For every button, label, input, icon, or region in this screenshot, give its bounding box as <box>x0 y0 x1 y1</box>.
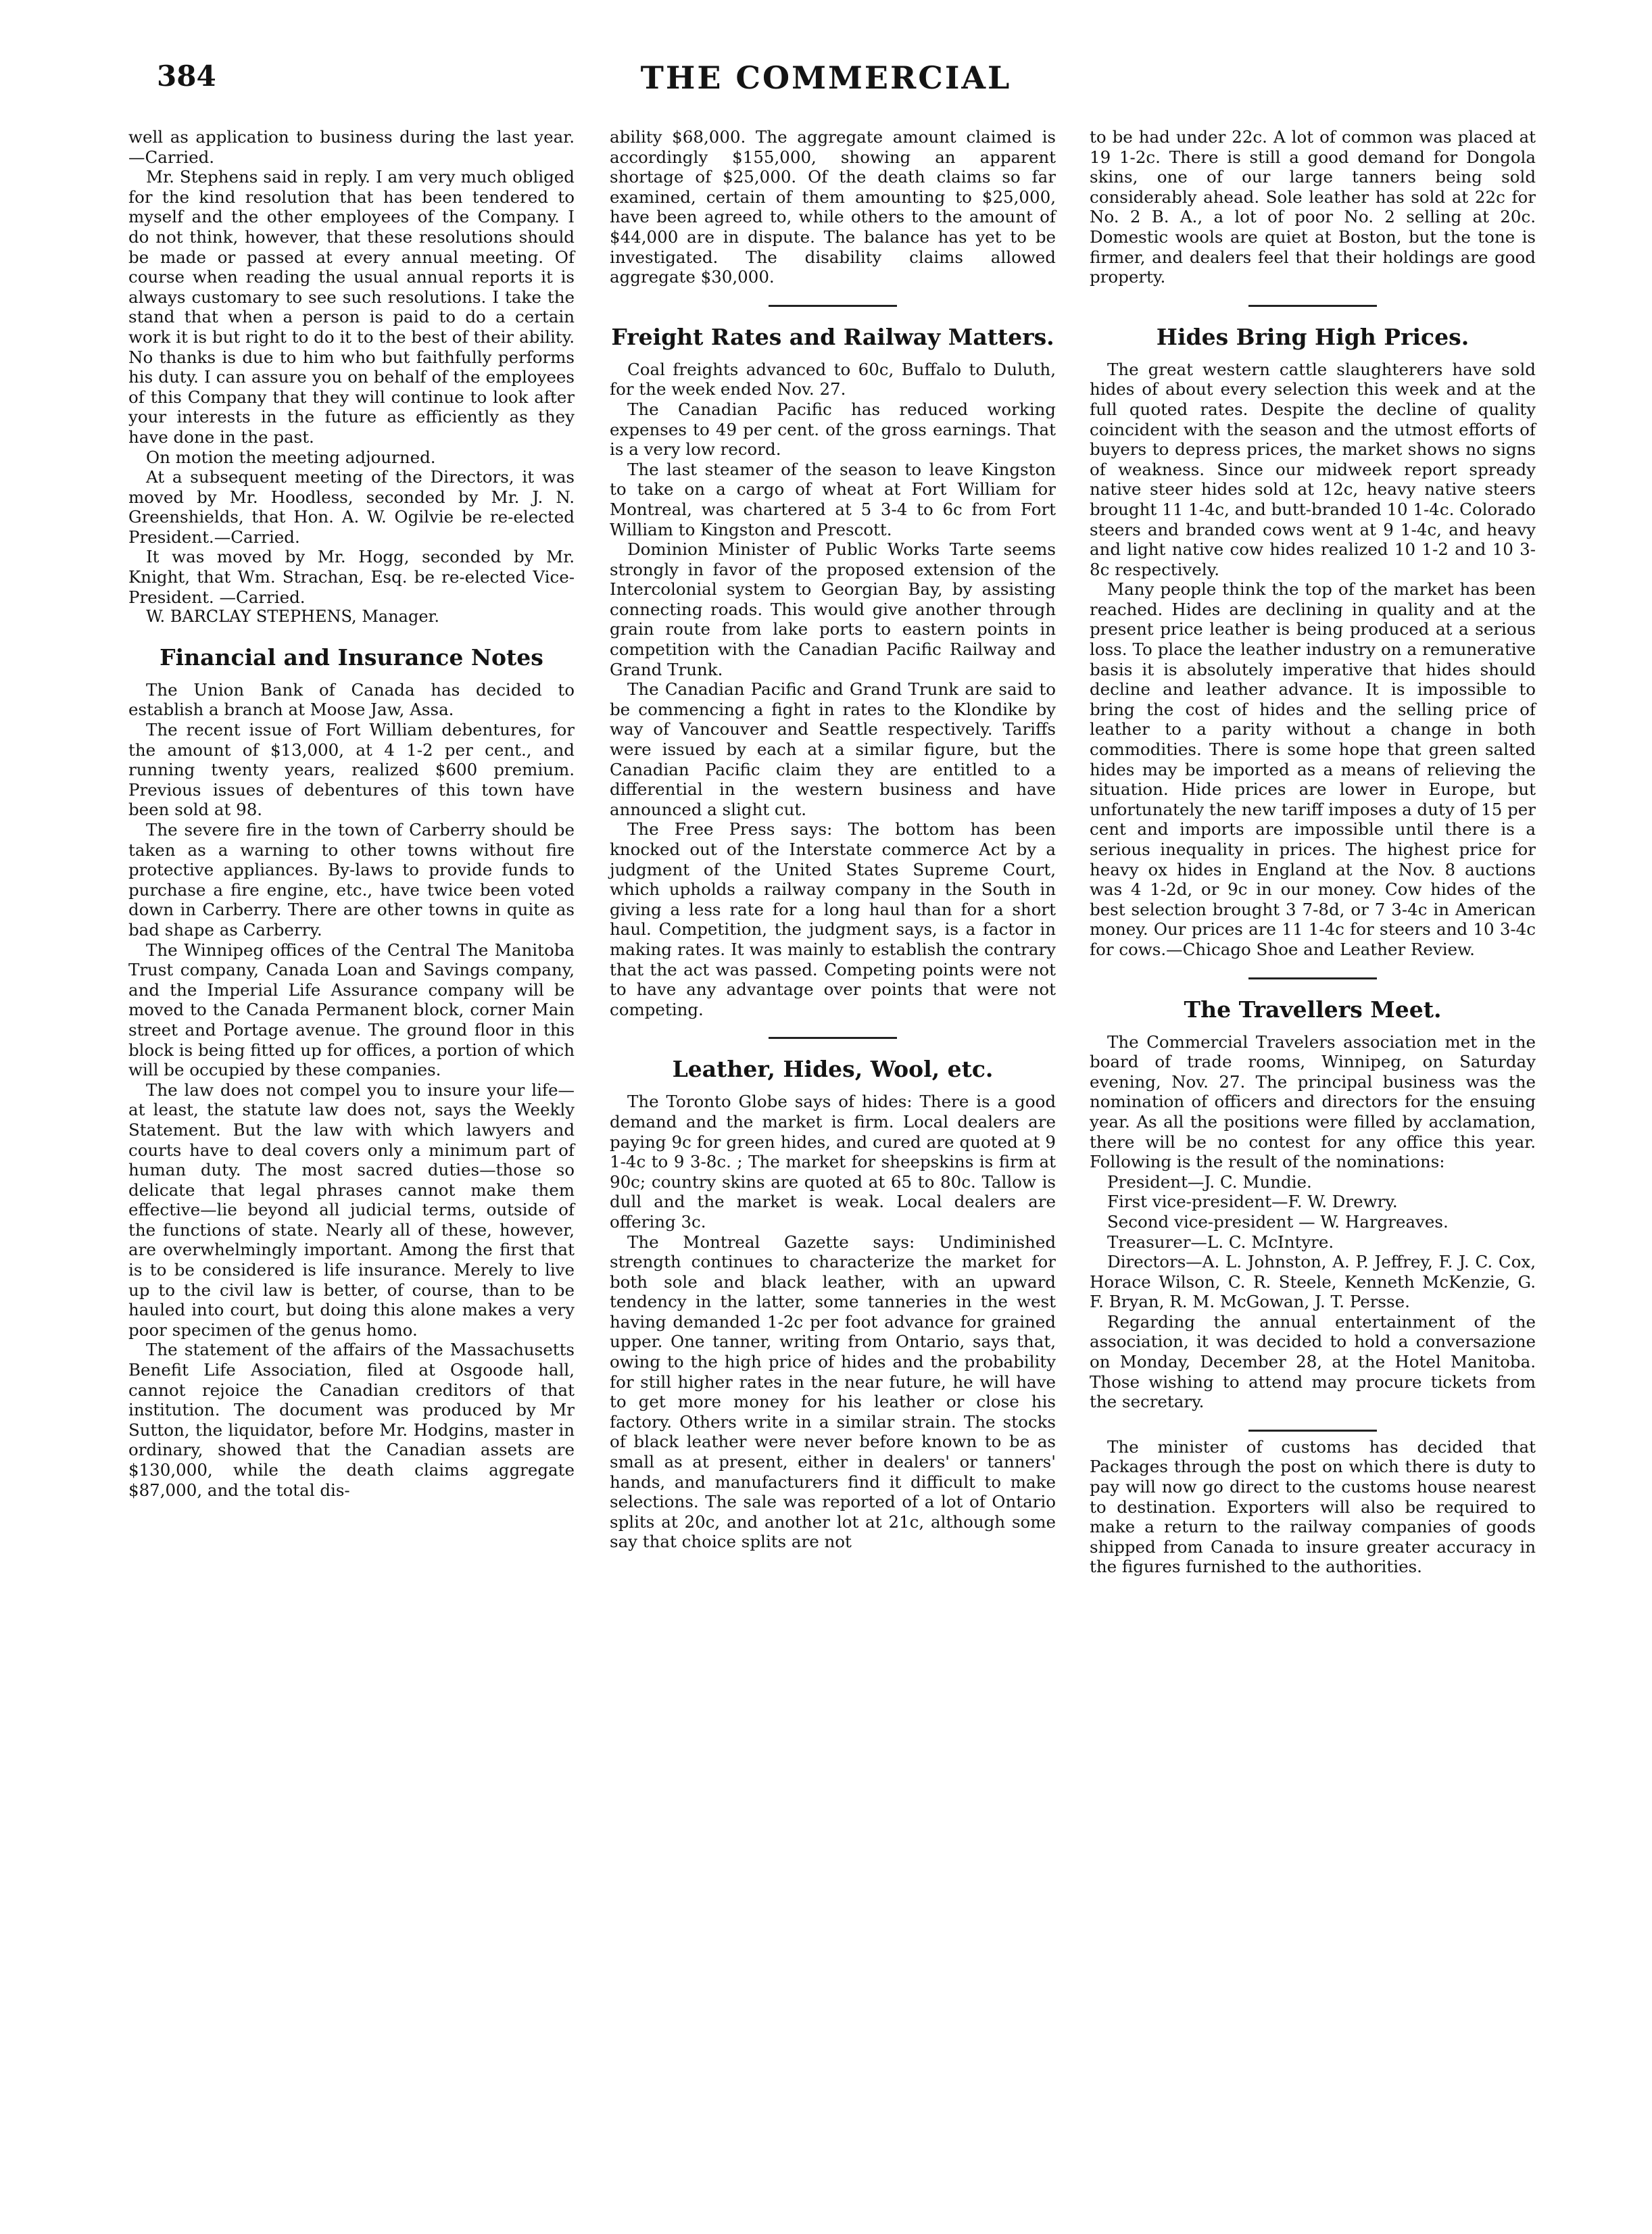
nomination-line: First vice-president—F. W. Drewry. <box>1107 1192 1398 1212</box>
paragraph: The minister of customs has decided that Packages through the post on which there is duty to pay will now go direct to the customs house nearest to destination. Exporters will also be required to make a return to the railway companies of goods shipped from Canada to insure greater accuracy in the figures furnished to the authorities. <box>1090 1436 1536 1577</box>
paragraph: The law does not compel you to insure your life—at least, the statute law does not, says the Weekly Statement. But the law with which lawyers and courts have to deal covers only a minimum part of human duty. The most sacred duties—those so delicate that legal phrases cannot make them effective—lie beyond all judicial terms, outside of the functions of state. Nearly all of these, however, are overwhelmingly important. Among the first that is to be considered is life insurance. Merely to live up to the civil law is better, of course, than to be hauled into court, but doing this alone makes a very poor specimen of the genus homo. <box>128 1079 575 1340</box>
divider <box>769 305 897 307</box>
paragraph: The recent issue of Fort William debentures, for the amount of $13,000, at 4 1-2 per cent., and running twenty years, realized $600 premium. Previous issues of debentures of this town have been sold at 98. <box>128 720 575 820</box>
paragraph: The Winnipeg offices of the Central The Manitoba Trust company, Canada Loan and Savings company, and the Imperial Life Assurance company will be moved to the Canada Permanent block, corner Main street and Portage avenue. The ground floor in this block is being fitted up for offices, a portion of which will be occupied by these companies. <box>128 940 575 1080</box>
paragraph: Mr. Stephens said in reply. I am very much obliged for the kind resolution that has been tendered to myself and the other employees of the Company. I do not think, however, that these resolutions should be made or passed at every annual meeting. Of course when reading the usual annual reports it is always customary to see such resolutions. I take the stand that when a person is paid to do a certain work it is but right to do it to the best of their ability. No thanks is due to him who but faithfully performs his duty. I can assure you on behalf of the employees of this Company that they will continue to look after your interests in the future as efficiently as they have done in the past. <box>128 167 575 447</box>
divider <box>1248 977 1377 979</box>
heading-freight-rates: Freight Rates and Railway Matters. <box>611 323 1054 350</box>
heading-financial-insurance-notes: Financial and Insurance Notes <box>160 644 543 671</box>
paragraph: Coal freights advanced to 60c, Buffalo to Duluth, for the week ended Nov. 27. <box>610 359 1056 399</box>
paragraph: The last steamer of the season to leave Kingston to take on a cargo of wheat at Fort William for Montreal, was chartered at 5 3-4 to 6c from Fort William to Kingston and Prescott. <box>610 459 1056 539</box>
paragraph: to be had under 22c. A lot of common was placed at 19 1-2c. There is still a good demand for Dongola skins, one of our large tanners being sold considerably ahead. Sole leather has sold at 22c for No. 2 B. A., a lot of poor No. 2 selling at 20c. Domestic wools are quiet at Boston, but the tone is firmer, and dealers feel that their holdings are good property. <box>1090 127 1536 287</box>
column-middle <box>610 127 1056 1552</box>
paragraph: well as application to business during the last year.—Carried. <box>128 127 575 167</box>
heading-travellers-meet: The Travellers Meet. <box>1184 996 1442 1023</box>
column-left <box>128 127 575 1500</box>
nomination-line: Treasurer—L. C. McIntyre. <box>1107 1232 1334 1252</box>
nomination-line: President—J. C. Mundie. <box>1107 1171 1312 1192</box>
paragraph: On motion the meeting adjourned. <box>146 447 436 467</box>
paragraph: Dominion Minister of Public Works Tarte seems strongly in favor of the proposed extension of the Intercolonial system to Georgian Bay, by assisting connecting roads. This would give another through grain route from lake ports to eastern points in competition with the Canadian Pacific Railway and Grand Trunk. <box>610 539 1056 679</box>
paragraph: At a subsequent meeting of the Directors, it was moved by Mr. Hoodless, seconded by Mr. J. N. Greenshields, that Hon. A. W. Ogilvie be re-elected President.—Carried. <box>128 467 575 547</box>
paragraph: The Union Bank of Canada has decided to establish a branch at Moose Jaw, Assa. <box>128 679 575 720</box>
paragraph: The Canadian Pacific has reduced working expenses to 49 per cent. of the gross earnings. That is a very low record. <box>610 399 1056 460</box>
paragraph: The statement of the affairs of the Massachusetts Benefit Life Association, filed at Osgoode hall, cannot rejoice the Canadian creditors of that institution. The document was produced by Mr Sutton, the liquidator, before Mr. Hodgins, master in ordinary, showed that the Canadian assets are $130,000, while the death claims aggregate $87,000, and the total dis- <box>128 1340 575 1500</box>
paragraph: The Commercial Travelers association met in the board of trade rooms, Winnipeg, on Saturday evening, Nov. 27. The principal business was the nomination of officers and directors for the ensuing year. As all the positions were filled by acclamation, there will be no contest for any office this year. Following is the result of the nominations: <box>1090 1031 1536 1172</box>
divider <box>1248 1430 1377 1432</box>
heading-leather-hides-wool: Leather, Hides, Wool, etc. <box>672 1056 994 1083</box>
nomination-line: Second vice-president — W. Hargreaves. <box>1107 1211 1449 1232</box>
paragraph: The Canadian Pacific and Grand Trunk are said to be commencing a fight in rates to the Klondike by way of Vancouver and Seattle respectively. Tariffs were issued by each at a similar figure, but the Canadian Pacific claim they are entitled to a differential in the western business and have announced a slight cut. <box>610 679 1056 819</box>
nomination-line: Directors—A. L. Johnston, A. P. Jeffrey, F. J. C. Cox, Horace Wilson, C. R. Steele, Kenneth McKenzie, G. F. Bryan, R. M. McGowan, J. T. Persse. <box>1090 1252 1536 1312</box>
page-number: 384 <box>157 59 216 93</box>
paragraph: The Montreal Gazette says: Undiminished strength continues to characterize the market for both sole and black leather, with an upward tendency in the latter, some tanneries in the west having demanded 1-2c per foot advance for grained upper. One tanner, writing from Ontario, says that, owing to the high price of hides and the probability for still higher rates in the near future, he will have to get more money for his leather or close his factory. Others write in a similar strain. The stocks of black leather were never before known to be as small as at present, either in dealers' or tanners' hands, and manufacturers find it difficult to make selections. The sale was reported of a lot of Ontario splits at 20c, and another lot at 21c, although some say that choice splits are not <box>610 1232 1056 1552</box>
page-header <box>0 59 1652 107</box>
paragraph: Regarding the annual entertainment of the association, it was decided to hold a conversazione on Monday, December 28, at the Hotel Manitoba. Those wishing to attend may procure tickets from the secretary. <box>1090 1311 1536 1412</box>
signature: W. BARCLAY STEPHENS, Manager. <box>146 607 439 627</box>
masthead: THE COMMERCIAL <box>640 59 1012 96</box>
paragraph: Many people think the top of the market has been reached. Hides are declining in quality and at the present price leather is being produced at a serious loss. To place the leather industry on a remunerative basis it is absolutely imperative that hides should decline and leather advance. It is impossible to bring the cost of hides and the selling price of leather to a parity without a change in both commodities. There is some hope that green salted hides may be imported as a means of relieving the situation. Hide prices are lower in Europe, but unfortunately the new tariff imposes a duty of 15 per cent and imports are impossible until there is a serious inequality in prices. The highest price for heavy ox hides in England at the Nov. 8 auctions was 4 1-2d, or 9c in our money. Cow hides of the best selection brought 3 7-8d, or 7 3-4c in American money. Our prices are 11 1-4c for steers and 10 3-4c for cows.—Chicago Shoe and Leather Review. <box>1090 579 1536 959</box>
divider <box>1248 305 1377 307</box>
divider <box>769 1037 897 1039</box>
paragraph: The great western cattle slaughterers have sold hides of about every selection this week and at the full quoted rates. Despite the decline of quality coincident with the season and the utmost efforts of buyers to depress prices, the market shows no signs of weakness. Since our midweek report spready native steer hides sold at 12c, heavy native steers brought 11 1-4c, and butt-branded 10 1-4c. Colorado steers and branded cows went at 9 1-4c, and heavy and light native cow hides realized 10 1-2 and 10 3-8c respectively. <box>1090 359 1536 579</box>
heading-hides-bring-high-prices: Hides Bring High Prices. <box>1156 323 1469 350</box>
paragraph: The severe fire in the town of Carberry should be taken as a warning to other towns without fire protective appliances. By-laws to provide funds to purchase a fire engine, etc., have twice been voted down in Carberry. There are other towns in quite as bad shape as Carberry. <box>128 820 575 940</box>
paragraph: ability $68,000. The aggregate amount claimed is accordingly $155,000, showing an apparent shortage of $25,000. Of the death claims so far examined, certain of them amounting to $25,000, have been agreed to, while others to the amount of $44,000 are in dispute. The balance has yet to be investigated. The disability claims allowed aggregate $30,000. <box>610 127 1056 287</box>
paragraph: It was moved by Mr. Hogg, seconded by Mr. Knight, that Wm. Strachan, Esq. be re-elected Vice-President. —Carried. <box>128 547 575 607</box>
paragraph: The Toronto Globe says of hides: There is a good demand and the market is firm. Local dealers are paying 9c for green hides, and cured are quoted at 9 1-4c to 9 3-8c. ; The market for sheepskins is firm at 90c; country skins are quoted at 65 to 80c. Tallow is dull and the market is weak. Local dealers are offering 3c. <box>610 1092 1056 1232</box>
column-right <box>1090 127 1536 1577</box>
paragraph: The Free Press says: The bottom has been knocked out of the Interstate commerce Act by a judgment of the United States Supreme Court, which upholds a railway company in the South in giving a less rate for a long haul than for a short haul. Competition, the judgment says, is a factor in making rates. It was mainly to establish the contrary that the act was passed. Competing points were not to have any advantage over points that were not competing. <box>610 819 1056 1019</box>
